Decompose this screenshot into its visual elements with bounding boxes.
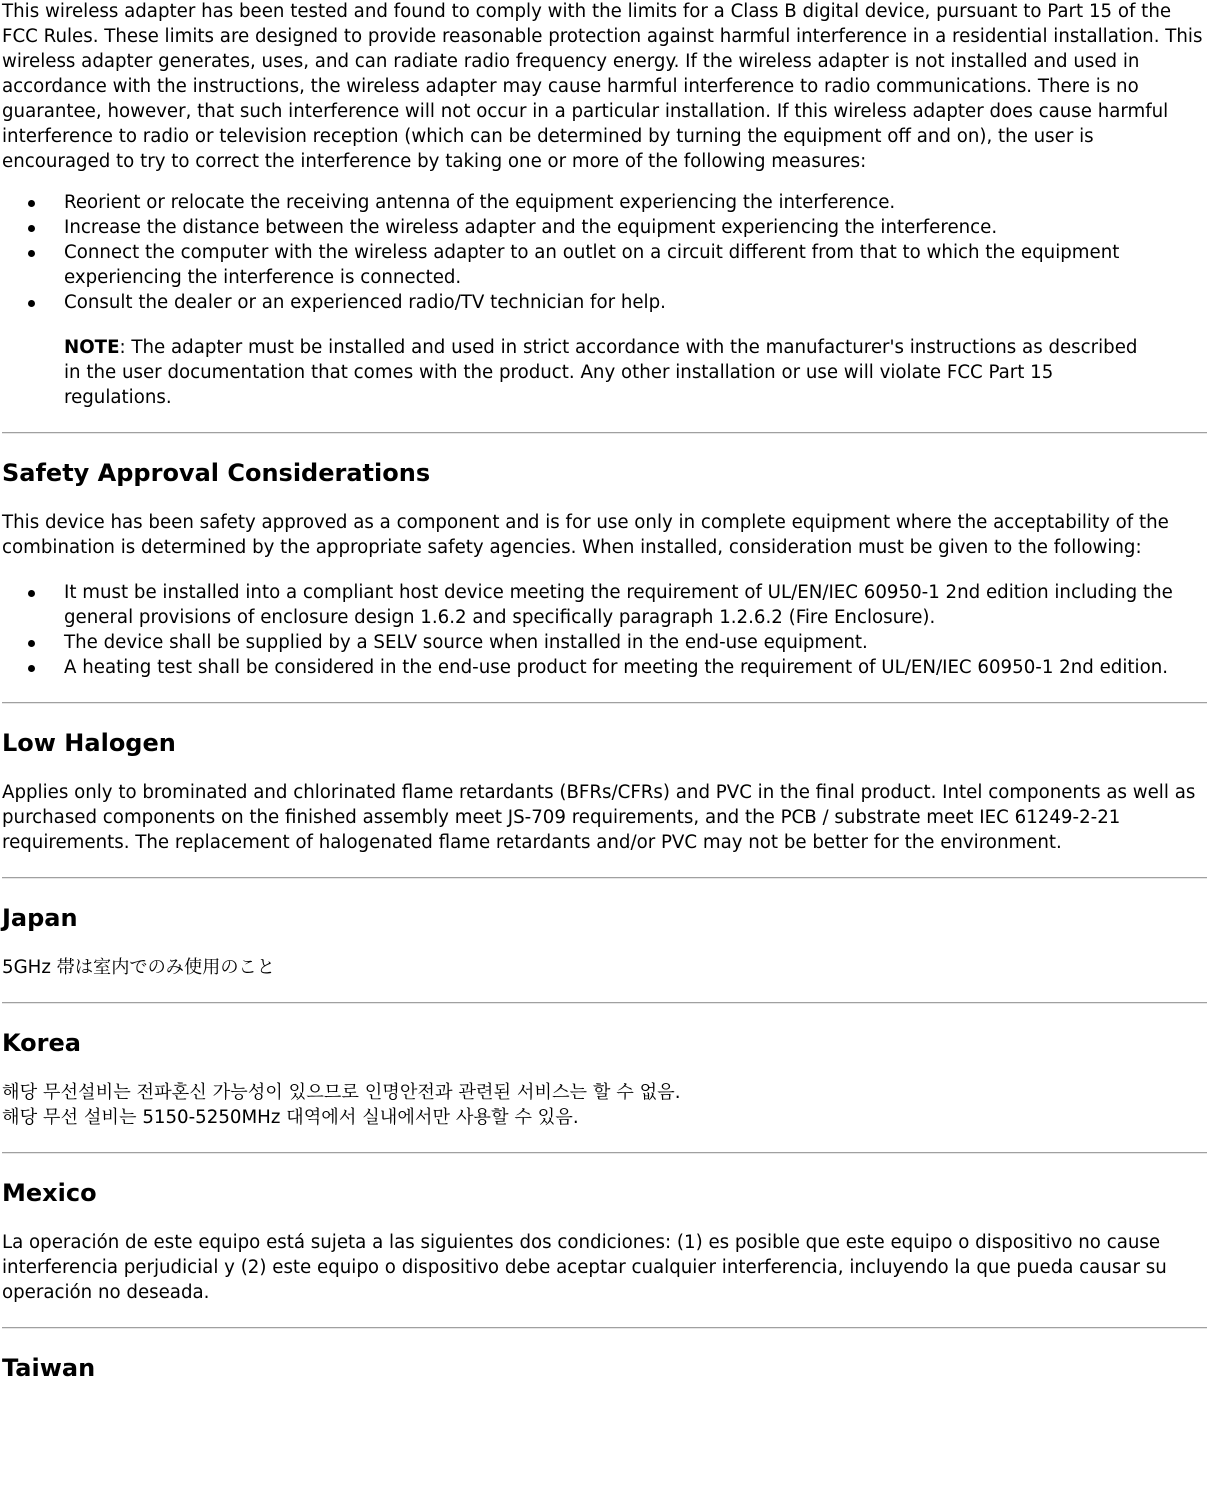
korea-line-1: 해당 무선설비는 전파혼신 가능성이 있으므로 인명안전과 관련된 서비스는 할 수 없음. — [2, 1082, 681, 1103]
list-item: Reorient or relocate the receiving antenna of the equipment experiencing the interference. — [2, 190, 1207, 215]
section-divider — [2, 877, 1207, 879]
fcc-measures-list — [2, 190, 1207, 315]
section-heading-korea: Korea — [2, 1029, 81, 1057]
fcc-note — [64, 335, 1144, 410]
safety-paragraph: This device has been safety approved as a component and is for use only in complete equipment where the acceptability of the combination is determined by the appropriate safety agencies. When installed, consideration must be given to the following: — [2, 512, 1169, 558]
halogen-paragraph: Applies only to brominated and chlorinated flame retardants (BFRs/CFRs) and PVC in the final product. Intel components as well as purchased components on the finished assembly meet JS-709 requirements, and the PCB / substrate meet IEC 61249-2-21 requirements. The replacement of halogenated flame retardants and/or PVC may not be better for the environment. — [2, 782, 1196, 853]
section-heading-mexico: Mexico — [2, 1179, 97, 1207]
fcc-intro-paragraph: This wireless adapter has been tested and found to comply with the limits for a Class B digital device, pursuant to Part 15 of the FCC Rules. These limits are designed to provide reasonable protection against harmful interference in a residential installation. This wireless adapter generates, uses, and can radiate radio frequency energy. If the wireless adapter is not installed and used in accordance with the instructions, the wireless adapter may cause harmful interference to radio communications. There is no guarantee, however, that such interference will not occur in a particular installation. If this wireless adapter does cause harmful interference to radio or television reception (which can be determined by turning the equipment off and on), the user is encouraged to try to correct the interference by taking one or more of the following measures: — [2, 1, 1203, 172]
mexico-paragraph: La operación de este equipo está sujeta a las siguientes dos condiciones: (1) es posible que este equipo o dispositivo no cause interferencia perjudicial y (2) este equipo o dispositivo debe aceptar cualquier interferencia, incluyendo la que pueda causar su operación no deseada. — [2, 1232, 1167, 1303]
section-divider — [2, 1152, 1207, 1154]
list-item: It must be installed into a compliant host device meeting the requirement of UL/EN/IEC 60950-1 2nd edition including the general provisions of enclosure design 1.6.2 and specifically paragraph 1.2.6.2 (Fire Enclosure). — [2, 580, 1207, 630]
list-item: The device shall be supplied by a SELV source when installed in the end-use equipment. — [2, 630, 1207, 655]
list-item: A heating test shall be considered in the end-use product for meeting the requirement of UL/EN/IEC 60950-1 2nd edition. — [2, 655, 1207, 680]
korea-line-2: 해당 무선 설비는 5150-5250MHz 대역에서 실내에서만 사용할 수 있음. — [2, 1107, 579, 1128]
section-divider — [2, 1002, 1207, 1004]
note-text: : The adapter must be installed and used in strict accordance with the manufacturer's instructions as described in the user documentation that comes with the product. Any other installation or use will violate FCC Part 15 regulations. — [64, 337, 1138, 408]
section-heading-low-halogen: Low Halogen — [2, 729, 176, 757]
list-item: Connect the computer with the wireless adapter to an outlet on a circuit different from that to which the equipment experiencing the interference is connected. — [2, 240, 1207, 290]
document-page — [2, 0, 1207, 1383]
japan-text: 5GHz 帯は室内でのみ使用のこと — [2, 957, 275, 978]
section-heading-taiwan: Taiwan — [2, 1354, 96, 1382]
list-item: Increase the distance between the wireless adapter and the equipment experiencing the interference. — [2, 215, 1207, 240]
section-heading-safety: Safety Approval Considerations — [2, 459, 431, 487]
section-divider — [2, 1327, 1207, 1329]
list-item: Consult the dealer or an experienced radio/TV technician for help. — [2, 290, 1207, 315]
note-label: NOTE — [64, 337, 120, 358]
section-divider — [2, 432, 1207, 434]
safety-list — [2, 580, 1207, 680]
section-divider — [2, 702, 1207, 704]
section-heading-japan: Japan — [2, 904, 78, 932]
